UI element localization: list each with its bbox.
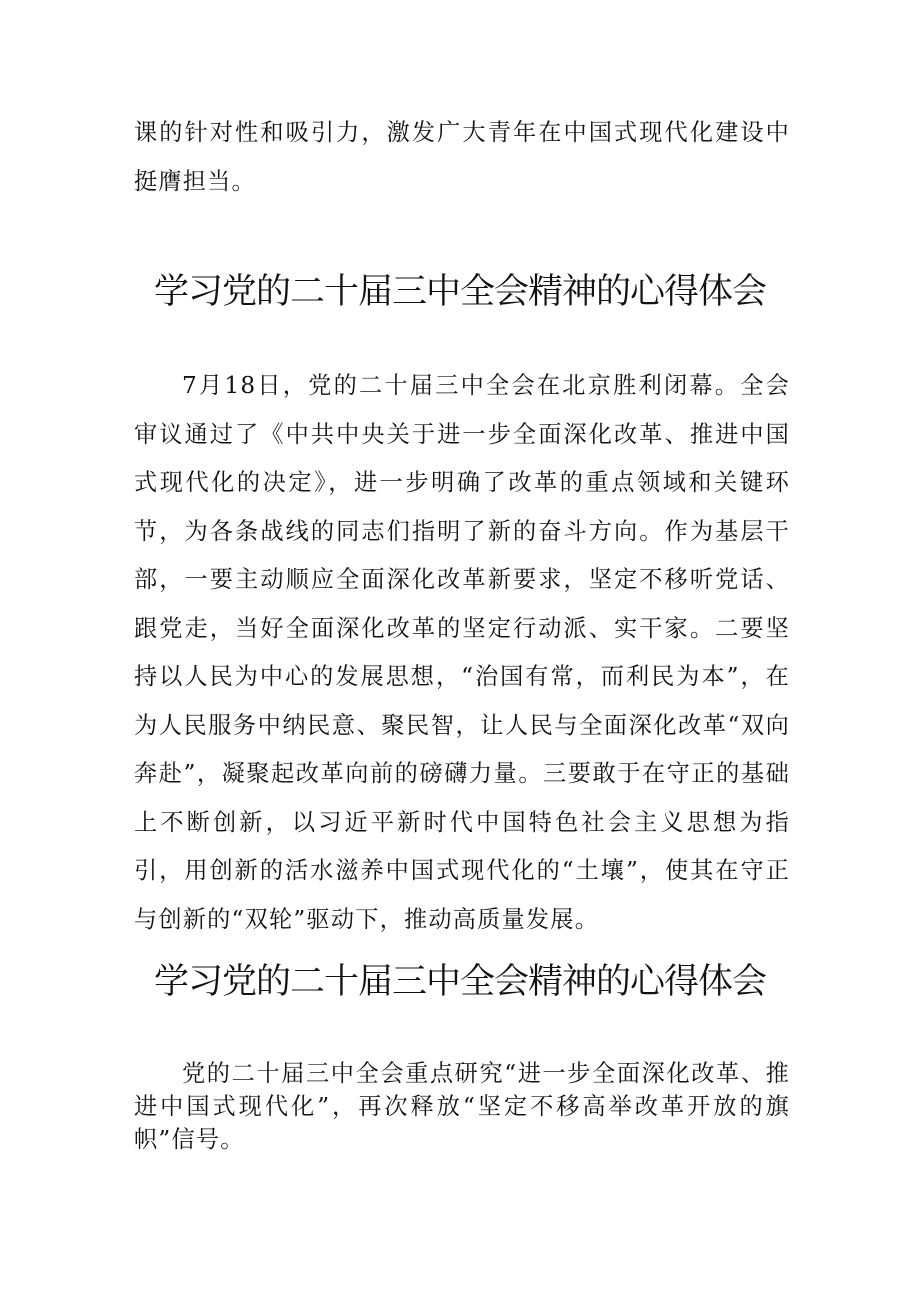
section-1-heading: 学习党的二十届三中全会精神的心得体会 — [153, 272, 766, 312]
section-2-heading: 学习党的二十届三中全会精神的心得体会 — [153, 962, 766, 1002]
intro-paragraph: 课的针对性和吸引力，激发广大青年在中国式现代化建设中挺膺担当。 — [134, 119, 790, 195]
section-1-paragraph: 7月18日，党的二十届三中全会在北京胜利闭幕。全会审议通过了《中共中央关于进一步全面深化改革、推进中国式现代化的决定》，进一步明确了改革的重点领域和关键环节，为各条战线的同志们指明了新的奋斗方向。作为基层干部，一要主动顺应全面深化改革新要求，坚定不移听党话、跟党走，当好全面深化改革的坚定行动派、实干家。二要坚持以人民为中心的发展思想，“治国有常，而利民为本”，在为人民服务中纳民意、聚民智，让人民与全面深化改革“双向奔赴”，凝聚起改革向前的磅礴力量。三要敢于在守正的基础上不断创新，以习近平新时代中国特色社会主义思想为指引，用创新的活水滋养中国式现代化的“土壤”，使其在守正与创新的“双轮”驱动下，推动高质量发展。 — [134, 372, 790, 933]
section-2-paragraph: 党的二十届三中全会重点研究“进一步全面深化改革、推进中国式现代化”，再次释放“坚定不移高举改革开放的旗帜”信号。 — [134, 1060, 790, 1153]
